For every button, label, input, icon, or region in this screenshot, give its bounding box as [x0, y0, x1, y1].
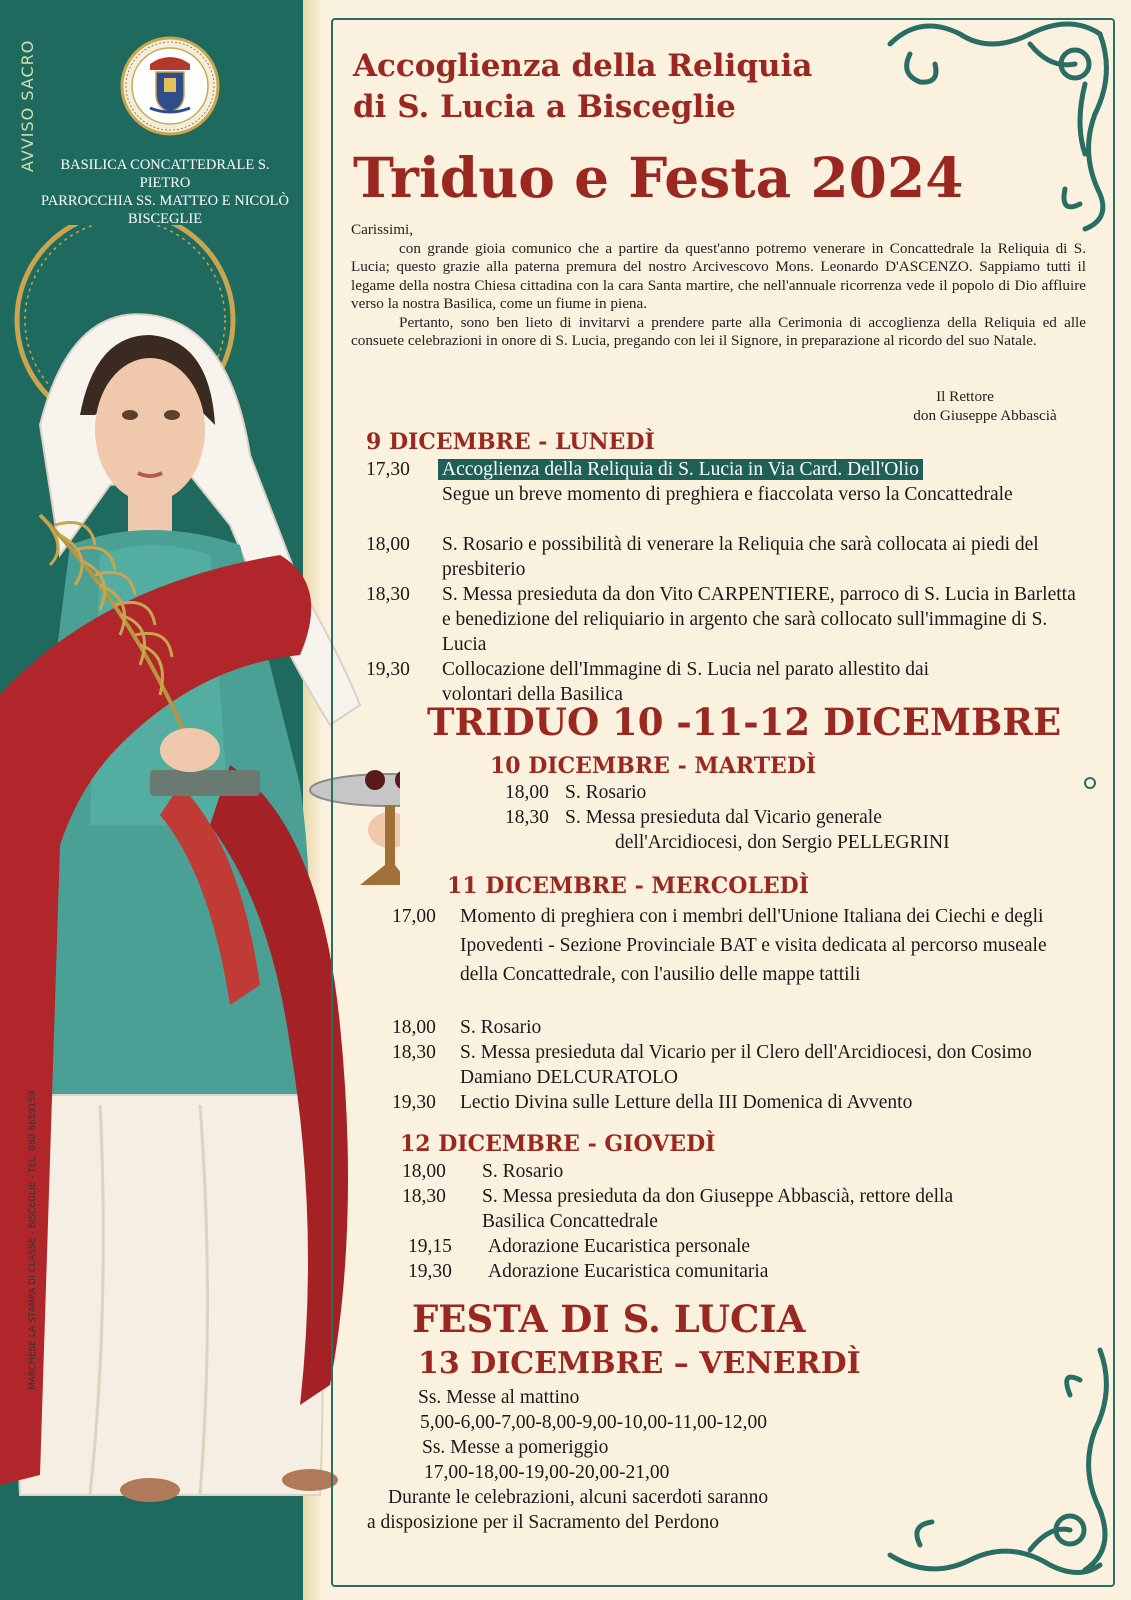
day-11-event-2 [392, 1015, 1072, 1040]
afternoon-masses-label: Ss. Messe a pomeriggio [422, 1437, 609, 1458]
frame-side-dot [1080, 773, 1100, 793]
day-12-event-1 [402, 1159, 1002, 1184]
event-time: 18,30 [392, 1042, 436, 1063]
event-text: S. Messa presieduta da don Vito CARPENTIERE, parroco di S. Lucia in Barletta e benedizione del reliquiario in argento che sarà collocato sull'immagine di S. Lucia [442, 584, 1076, 655]
event-text: Lectio Divina sulle Letture della III Domenica di Avvento [460, 1092, 913, 1113]
event-time: 19,15 [408, 1236, 452, 1257]
day-12-event-3 [402, 1234, 1002, 1259]
event-time: 18,30 [505, 807, 549, 828]
day-12-event-2 [402, 1184, 1012, 1234]
afternoon-masses-times: 17,00-18,00-19,00-20,00-21,00 [424, 1462, 670, 1483]
event-text: Adorazione Eucaristica personale [488, 1236, 751, 1257]
basilica-line-3: BISCEGLIE [127, 211, 203, 227]
coat-of-arms-logo [120, 36, 220, 136]
event-time: 17,30 [366, 459, 410, 480]
event-text: S. Messa presieduta dal Vicario per il Clero dell'Arcidiocesi, don Cosimo Damiano DELCURATOLO [460, 1042, 1032, 1088]
event-text: Adorazione Eucaristica comunitaria [488, 1261, 769, 1282]
letter-greeting: Carissimi, [351, 221, 414, 238]
day-9-event-3 [366, 582, 1086, 657]
day-9-heading: 9 DICEMBRE - LUNEDÌ [366, 429, 655, 455]
event-text: Collocazione dell'Immagine di S. Lucia nel parato allestito dai volontari della Basilica [442, 659, 930, 705]
bottom-right-ornament [880, 1340, 1120, 1585]
letter-paragraph-1: con grande gioia comunico che a partire da quest'anno potremo venerare in Concattedrale la Reliquia di S. Lucia; questo grazie alla paterna premura del nostro Arcivescovo Mons. Leonardo D'ASCENZO. Sappiamo tutti il legame della nostra Chiesa cittadina con la cara Santa martire, che nell'annuale ricorrenza vede il popolo di Dio affluire verso la nostra Basilica, come un fiume in piena. [351, 239, 1086, 312]
day-11-event-3 [392, 1040, 1062, 1090]
basilica-name [40, 156, 290, 228]
rector-letter [351, 221, 1086, 351]
event-time: 18,00 [505, 782, 549, 803]
morning-masses-times: 5,00-6,00-7,00-8,00-9,00-10,00-11,00-12,00 [420, 1412, 767, 1433]
basilica-line-2: PARROCCHIA SS. MATTEO E NICOLÒ [40, 193, 289, 209]
event-text: S. Messa presieduta dal Vicario generale [565, 807, 882, 828]
subtitle-line-1: Accoglienza della Reliquia [353, 48, 813, 84]
event-text-highlight: Accoglienza della Reliquia di S. Lucia in Via Card. Dell'Olio [438, 459, 923, 480]
page-title: Triduo e Festa 2024 [353, 145, 964, 210]
day-9-event-2 [366, 532, 1046, 582]
event-text-2: Segue un breve momento di preghiera e fiaccolata verso la Concattedrale [442, 484, 1013, 505]
event-text: S. Rosario e possibilità di venerare la Reliquia che sarà collocata ai piedi del presbiterio [442, 534, 1039, 580]
event-time: 17,00 [392, 906, 436, 927]
morning-masses-label: Ss. Messe al mattino [418, 1387, 580, 1408]
day-12-heading: 12 DICEMBRE - GIOVEDÌ [400, 1131, 716, 1157]
signature-role: Il Rettore [936, 388, 994, 405]
festa-heading: FESTA DI S. LUCIA [412, 1297, 806, 1341]
avviso-sacro-label: AVVISO SACRO [18, 39, 37, 172]
confession-note-line-2: a disposizione per il Sacramento del Perdono [367, 1512, 719, 1533]
basilica-line-1: BASILICA CONCATTEDRALE S. PIETRO [60, 157, 270, 191]
event-time: 18,00 [392, 1017, 436, 1038]
day-11-event-1 [392, 902, 1072, 989]
event-time: 19,30 [366, 659, 410, 680]
festa-day-heading: 13 DICEMBRE – VENERDÌ [418, 1346, 861, 1381]
day-12-event-4 [402, 1259, 1002, 1284]
subtitle-line-2: di S. Lucia a Bisceglie [353, 89, 736, 125]
event-time: 19,30 [408, 1261, 452, 1282]
event-time: 18,00 [402, 1161, 446, 1182]
printer-credit: MARCHESE LA STAMPA DI CLASSE - BISCEGLIE - TEL. 080 8659159 [28, 1090, 38, 1390]
day-10-event-2 [505, 805, 1065, 855]
day-10-event-1 [505, 780, 1005, 805]
event-text-2: dell'Arcidiocesi, don Sergio PELLEGRINI [615, 832, 950, 853]
event-time: 18,30 [402, 1186, 446, 1207]
triduo-heading: TRIDUO 10 -11-12 DICEMBRE [427, 700, 1062, 744]
day-11-heading: 11 DICEMBRE - MERCOLEDÌ [447, 873, 810, 899]
signature-name: don Giuseppe Abbascià [913, 407, 1057, 424]
event-time: 19,30 [392, 1092, 436, 1113]
event-time: 18,30 [366, 584, 410, 605]
letter-paragraph-2: Pertanto, sono ben lieto di invitarvi a prendere parte alla Cerimonia di accoglienza della Reliquia ed alle consuete celebrazioni in onore di S. Lucia, pregando con lei il Signore, in preparazione al ricordo del suo Natale. [351, 313, 1086, 349]
event-time: 18,00 [366, 534, 410, 555]
confession-note-line-1: Durante le celebrazioni, alcuni sacerdoti saranno [388, 1487, 769, 1508]
day-9-event-1 [366, 457, 1086, 507]
event-text: S. Rosario [565, 782, 647, 803]
day-10-heading: 10 DICEMBRE - MARTEDÌ [490, 753, 817, 779]
event-text: Momento di preghiera con i membri dell'Unione Italiana dei Ciechi e degli Ipovedenti - Sezione Provinciale BAT e visita dedicata al percorso museale della Concattedrale, con l'ausilio delle mappe tattili [460, 906, 1047, 985]
event-text: S. Rosario [460, 1017, 542, 1038]
event-text: S. Rosario [482, 1161, 564, 1182]
event-text: S. Messa presieduta da don Giuseppe Abbascià, rettore della Basilica Concattedrale [482, 1186, 954, 1232]
day-11-event-4 [392, 1090, 1092, 1115]
